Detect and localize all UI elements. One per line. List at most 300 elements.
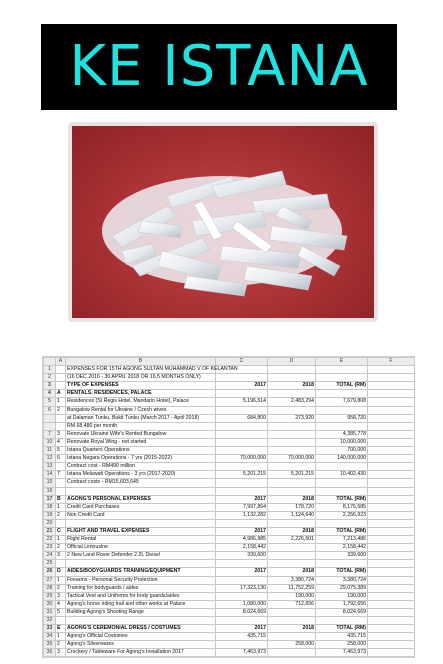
amount-2018-cell[interactable] bbox=[268, 617, 316, 625]
empty-f-cell[interactable] bbox=[368, 608, 415, 616]
expense-description-cell[interactable]: Crockery / Tableware For Agong's Installation 2017 bbox=[66, 649, 216, 657]
expense-description-cell[interactable]: Istana Quarters Operations bbox=[66, 447, 216, 455]
empty-f-cell[interactable] bbox=[368, 519, 415, 527]
table-row bbox=[44, 544, 415, 552]
row-number-cell[interactable]: 26 bbox=[44, 568, 56, 576]
item-code-cell[interactable]: 4 bbox=[56, 438, 66, 446]
amount-2018-cell[interactable]: 5,201,215 bbox=[268, 471, 316, 479]
total-cell[interactable]: 339,600 bbox=[316, 552, 368, 560]
total-cell[interactable]: 435,715 bbox=[316, 633, 368, 641]
item-code-cell[interactable]: 3 bbox=[56, 552, 66, 560]
table-row bbox=[44, 552, 415, 560]
total-cell[interactable]: 140,000,000 bbox=[316, 455, 368, 463]
item-code-cell[interactable] bbox=[56, 487, 66, 495]
item-code-cell[interactable]: 5 bbox=[56, 608, 66, 616]
total-cell[interactable]: 8,024,669 bbox=[316, 608, 368, 616]
amount-2018-cell[interactable] bbox=[268, 422, 316, 430]
expense-description-cell[interactable]: Residences (St Regis Hotel, Mandarin Hotel), Palace bbox=[66, 398, 216, 406]
empty-f-cell[interactable] bbox=[368, 471, 415, 479]
item-code-cell[interactable] bbox=[56, 617, 66, 625]
row-number-cell[interactable] bbox=[44, 422, 56, 430]
table-row bbox=[44, 576, 415, 584]
banner-title: KE ISTANA bbox=[69, 34, 369, 99]
empty-f-cell[interactable] bbox=[368, 560, 415, 568]
total-cell[interactable]: TOTAL (RM) bbox=[316, 495, 368, 503]
empty-f-cell[interactable] bbox=[368, 527, 415, 535]
table-row bbox=[44, 366, 415, 374]
amount-2017-cell[interactable] bbox=[216, 430, 268, 438]
item-code-cell[interactable] bbox=[56, 519, 66, 527]
item-code-cell[interactable]: A bbox=[56, 390, 66, 398]
amount-2018-cell[interactable]: 2018 bbox=[268, 382, 316, 390]
amount-2018-cell[interactable] bbox=[268, 390, 316, 398]
table-row bbox=[44, 649, 415, 657]
table-body bbox=[44, 366, 415, 657]
amount-2017-cell[interactable] bbox=[216, 406, 268, 414]
amount-2018-cell[interactable] bbox=[268, 608, 316, 616]
row-number-cell[interactable]: 33 bbox=[44, 625, 56, 633]
amount-2018-cell[interactable]: 70,000,000 bbox=[268, 455, 316, 463]
amount-2018-cell[interactable]: 2,483,294 bbox=[268, 398, 316, 406]
amount-2017-cell[interactable]: 4,986,985 bbox=[216, 536, 268, 544]
item-code-cell[interactable] bbox=[56, 479, 66, 487]
amount-2018-cell[interactable] bbox=[268, 552, 316, 560]
amount-2018-cell[interactable]: 2,226,501 bbox=[268, 536, 316, 544]
amount-2017-cell[interactable]: 2017 bbox=[216, 527, 268, 535]
table-row bbox=[44, 463, 415, 471]
amount-2017-cell[interactable] bbox=[216, 479, 268, 487]
amount-2017-cell[interactable] bbox=[216, 641, 268, 649]
table-row bbox=[44, 374, 415, 382]
row-number-cell[interactable]: 32 bbox=[44, 617, 56, 625]
row-number-cell[interactable]: 36 bbox=[44, 649, 56, 657]
empty-f-cell[interactable] bbox=[368, 649, 415, 657]
item-code-cell[interactable]: 7 bbox=[56, 471, 66, 479]
item-code-cell[interactable]: B bbox=[56, 495, 66, 503]
expense-description-cell[interactable]: Contract cost - RM490 million bbox=[66, 463, 216, 471]
row-number-cell[interactable]: 1 bbox=[44, 366, 56, 374]
amount-2018-cell[interactable] bbox=[268, 633, 316, 641]
table-row bbox=[44, 527, 415, 535]
table-row bbox=[44, 511, 415, 519]
total-cell[interactable]: 10,000,000 bbox=[316, 438, 368, 446]
row-number-cell[interactable]: 25 bbox=[44, 560, 56, 568]
item-code-cell[interactable]: 2 bbox=[56, 544, 66, 552]
empty-f-cell[interactable] bbox=[368, 430, 415, 438]
row-number-cell[interactable] bbox=[44, 414, 56, 422]
empty-f-cell[interactable] bbox=[368, 463, 415, 471]
col-letter-c[interactable]: C bbox=[216, 358, 268, 366]
total-cell[interactable] bbox=[316, 479, 368, 487]
expense-description-cell[interactable]: Istana Melawati Operations - 3 yrs (2017-2020) bbox=[66, 471, 216, 479]
row-number-cell[interactable]: 23 bbox=[44, 544, 56, 552]
amount-2018-cell[interactable]: 2018 bbox=[268, 568, 316, 576]
expense-description-cell[interactable]: Building Agong's Shooting Range bbox=[66, 608, 216, 616]
col-letter-e[interactable]: E bbox=[316, 358, 368, 366]
table-row bbox=[44, 641, 415, 649]
expense-description-cell[interactable]: RM 68,480 per month bbox=[66, 422, 216, 430]
expense-description-cell[interactable]: Credit Card Purchases bbox=[66, 503, 216, 511]
empty-f-cell[interactable] bbox=[368, 495, 415, 503]
total-cell[interactable]: TOTAL (RM) bbox=[316, 527, 368, 535]
expense-description-cell[interactable] bbox=[66, 487, 216, 495]
row-number-cell[interactable]: 10 bbox=[44, 438, 56, 446]
empty-f-cell[interactable] bbox=[368, 479, 415, 487]
table-row bbox=[44, 430, 415, 438]
amount-2017-cell[interactable] bbox=[216, 576, 268, 584]
expense-description-cell[interactable]: AIDES/BODYGUARDS TRAINING/EQUIPMENT bbox=[66, 568, 216, 576]
amount-2017-cell[interactable] bbox=[216, 422, 268, 430]
amount-2017-cell[interactable]: 2017 bbox=[216, 382, 268, 390]
row-number-cell[interactable]: 3 bbox=[44, 382, 56, 390]
item-code-cell[interactable]: 1 bbox=[56, 633, 66, 641]
empty-f-cell[interactable] bbox=[368, 544, 415, 552]
expense-description-cell[interactable]: Renovate Royal Wing - not started bbox=[66, 438, 216, 446]
expense-description-cell[interactable]: Bungalow Rental for Ukraine / Czech wives bbox=[66, 406, 216, 414]
total-cell[interactable]: 29,075,389 bbox=[316, 584, 368, 592]
table-row bbox=[44, 592, 415, 600]
expense-description-cell[interactable]: at Dalaman Tunku, Bukit Tunku (March 2017 - April 2018) bbox=[66, 414, 216, 422]
total-cell[interactable]: 3,380,724 bbox=[316, 576, 368, 584]
table-row bbox=[44, 479, 415, 487]
total-cell[interactable]: 1,792,656 bbox=[316, 600, 368, 608]
empty-f-cell[interactable] bbox=[368, 374, 415, 382]
item-code-cell[interactable]: C bbox=[56, 527, 66, 535]
empty-f-cell[interactable] bbox=[368, 382, 415, 390]
table-row bbox=[44, 600, 415, 608]
row-number-cell[interactable]: 20 bbox=[44, 519, 56, 527]
empty-f-cell[interactable] bbox=[368, 438, 415, 446]
total-cell[interactable]: 10,402,430 bbox=[316, 471, 368, 479]
empty-f-cell[interactable] bbox=[368, 592, 415, 600]
amount-2017-cell[interactable]: 5,201,215 bbox=[216, 471, 268, 479]
row-number-cell[interactable]: 35 bbox=[44, 641, 56, 649]
empty-f-cell[interactable] bbox=[368, 617, 415, 625]
item-code-cell[interactable]: 2 bbox=[56, 406, 66, 414]
expense-description-cell[interactable]: Contract costs - RM15,603,645 bbox=[66, 479, 216, 487]
expense-description-cell[interactable]: EXPENSES FOR 15TH AGONG SULTAN MUHAMMAD V OF KELANTAN bbox=[67, 366, 238, 373]
amount-2018-cell[interactable] bbox=[268, 447, 316, 455]
item-code-cell[interactable]: 2 bbox=[56, 584, 66, 592]
amount-2018-cell[interactable] bbox=[268, 544, 316, 552]
expense-description-cell[interactable] bbox=[66, 560, 216, 568]
col-letter-a[interactable]: A bbox=[56, 358, 66, 366]
amount-2018-cell[interactable]: 3,380,724 bbox=[268, 576, 316, 584]
amount-2017-cell[interactable]: 1,132,282 bbox=[216, 511, 268, 519]
crystal-photo bbox=[72, 126, 374, 318]
empty-f-cell[interactable] bbox=[368, 390, 415, 398]
table-row bbox=[44, 633, 415, 641]
table-row bbox=[44, 447, 415, 455]
amount-2018-cell[interactable] bbox=[268, 463, 316, 471]
item-code-cell[interactable] bbox=[56, 560, 66, 568]
item-code-cell[interactable]: 2 bbox=[56, 511, 66, 519]
amount-2018-cell[interactable]: 712,656 bbox=[268, 600, 316, 608]
row-number-cell[interactable]: 14 bbox=[44, 471, 56, 479]
expense-description-cell[interactable] bbox=[66, 519, 216, 527]
row-number-cell[interactable]: 22 bbox=[44, 536, 56, 544]
col-letter-f[interactable]: F bbox=[368, 358, 415, 366]
column-header-row bbox=[44, 358, 415, 366]
empty-f-cell[interactable] bbox=[368, 625, 415, 633]
row-number-cell[interactable]: 7 bbox=[44, 430, 56, 438]
table-row bbox=[44, 560, 415, 568]
total-cell[interactable]: TOTAL (RM) bbox=[316, 625, 368, 633]
row-number-cell[interactable]: 29 bbox=[44, 592, 56, 600]
row-number-cell[interactable]: 19 bbox=[44, 511, 56, 519]
table-row bbox=[44, 455, 415, 463]
row-number-cell[interactable]: 21 bbox=[44, 527, 56, 535]
expenses-table bbox=[43, 357, 415, 657]
empty-f-cell[interactable] bbox=[368, 576, 415, 584]
amount-2017-cell[interactable] bbox=[216, 519, 268, 527]
empty-f-cell[interactable] bbox=[368, 447, 415, 455]
total-cell[interactable] bbox=[316, 406, 368, 414]
table-row bbox=[44, 608, 415, 616]
amount-2018-cell[interactable] bbox=[268, 479, 316, 487]
empty-f-cell[interactable] bbox=[368, 487, 415, 495]
table-row bbox=[44, 487, 415, 495]
row-number-cell[interactable]: 5 bbox=[44, 398, 56, 406]
table-row bbox=[44, 625, 415, 633]
empty-f-cell[interactable] bbox=[368, 422, 415, 430]
amount-2018-cell[interactable] bbox=[268, 560, 316, 568]
row-number-cell[interactable]: 12 bbox=[44, 455, 56, 463]
item-code-cell[interactable] bbox=[56, 374, 66, 382]
total-cell[interactable] bbox=[316, 617, 368, 625]
item-code-cell[interactable]: 3 bbox=[56, 430, 66, 438]
expense-description-cell[interactable]: FLIGHT AND TRAVEL EXPENSES bbox=[66, 527, 216, 535]
amount-2017-cell[interactable] bbox=[216, 617, 268, 625]
expense-description-cell[interactable]: Agong's Silverwares bbox=[66, 641, 216, 649]
total-cell[interactable]: 258,000 bbox=[316, 641, 368, 649]
item-code-cell[interactable] bbox=[56, 366, 66, 374]
expense-description-cell[interactable]: TYPE OF EXPENSES bbox=[66, 382, 216, 390]
table-row bbox=[44, 406, 415, 414]
expense-description-cell[interactable]: Agong's Official Costumes bbox=[66, 633, 216, 641]
amount-2018-cell[interactable]: 11,752,259 bbox=[268, 584, 316, 592]
amount-2017-cell[interactable] bbox=[216, 390, 268, 398]
amount-2017-cell[interactable] bbox=[216, 592, 268, 600]
row-number-cell[interactable]: 31 bbox=[44, 608, 56, 616]
corner-cell bbox=[44, 358, 56, 366]
empty-f-cell[interactable] bbox=[368, 568, 415, 576]
amount-2018-cell[interactable]: 2018 bbox=[268, 625, 316, 633]
table-row bbox=[44, 390, 415, 398]
expense-description-cell[interactable]: Official Limousine bbox=[66, 544, 216, 552]
table-row bbox=[44, 584, 415, 592]
item-code-cell[interactable]: 4 bbox=[56, 600, 66, 608]
table-row bbox=[44, 503, 415, 511]
amount-2017-cell[interactable]: 17,323,130 bbox=[216, 584, 268, 592]
expense-description-cell[interactable]: RENTALS, RESIDENCES, PALACE bbox=[66, 390, 216, 398]
amount-2018-cell[interactable]: 2018 bbox=[268, 527, 316, 535]
empty-f-cell[interactable] bbox=[368, 641, 415, 649]
row-number-cell[interactable]: 15 bbox=[44, 479, 56, 487]
empty-f-cell[interactable] bbox=[368, 584, 415, 592]
row-number-cell[interactable]: 16 bbox=[44, 487, 56, 495]
empty-f-cell[interactable] bbox=[368, 414, 415, 422]
table-row bbox=[44, 568, 415, 576]
amount-2017-cell[interactable] bbox=[216, 560, 268, 568]
row-number-cell[interactable]: 11 bbox=[44, 447, 56, 455]
table-row bbox=[44, 382, 415, 390]
total-cell[interactable] bbox=[316, 422, 368, 430]
empty-f-cell[interactable] bbox=[368, 552, 415, 560]
amount-2017-cell[interactable] bbox=[216, 463, 268, 471]
amount-2017-cell[interactable]: 2017 bbox=[216, 625, 268, 633]
amount-2018-cell[interactable] bbox=[268, 438, 316, 446]
expense-description-cell[interactable]: Firearms - Personal Security Protection bbox=[66, 576, 216, 584]
amount-2018-cell[interactable]: 178,720 bbox=[268, 503, 316, 511]
row-number-cell[interactable]: 34 bbox=[44, 633, 56, 641]
expense-description-cell[interactable]: Renovate Ukraine Wife's Rented Bungalow bbox=[66, 430, 216, 438]
empty-f-cell[interactable] bbox=[368, 398, 415, 406]
amount-2018-cell[interactable]: 1,124,640 bbox=[268, 511, 316, 519]
table-row bbox=[44, 495, 415, 503]
amount-2017-cell[interactable]: 684,800 bbox=[216, 414, 268, 422]
amount-2018-cell[interactable] bbox=[268, 406, 316, 414]
item-code-cell[interactable]: 1 bbox=[56, 576, 66, 584]
expense-description-cell[interactable]: Istana Negara Operations - 7 yrs (2015-2022) bbox=[66, 455, 216, 463]
item-code-cell[interactable] bbox=[56, 463, 66, 471]
table-row bbox=[44, 471, 415, 479]
empty-f-cell[interactable] bbox=[368, 536, 415, 544]
title-banner bbox=[41, 24, 397, 110]
amount-2017-cell[interactable]: 2,158,442 bbox=[216, 544, 268, 552]
table-row bbox=[44, 414, 415, 422]
amount-2017-cell[interactable] bbox=[216, 487, 268, 495]
total-cell[interactable]: 8,176,585 bbox=[316, 503, 368, 511]
amount-2017-cell[interactable] bbox=[216, 374, 268, 382]
row-number-cell[interactable]: 28 bbox=[44, 584, 56, 592]
item-code-cell[interactable] bbox=[56, 414, 66, 422]
total-cell[interactable]: 2,158,442 bbox=[316, 544, 368, 552]
expense-description-cell[interactable]: AGONG'S PERSONAL EXPENSES bbox=[66, 495, 216, 503]
total-cell[interactable]: TOTAL (RM) bbox=[316, 382, 368, 390]
amount-2017-cell[interactable] bbox=[216, 438, 268, 446]
expenses-spreadsheet bbox=[42, 356, 415, 658]
item-code-cell[interactable]: 1 bbox=[56, 398, 66, 406]
total-cell[interactable]: 958,720 bbox=[316, 414, 368, 422]
empty-f-cell[interactable] bbox=[368, 503, 415, 511]
amount-2018-cell[interactable] bbox=[268, 649, 316, 657]
expense-description-cell[interactable] bbox=[66, 617, 216, 625]
expense-description-cell[interactable]: (16 DEC 2016 - 30 APRIL 2018 OR 16.5 MONTHS ONLY) bbox=[66, 374, 216, 382]
item-code-cell[interactable]: 3 bbox=[56, 592, 66, 600]
row-number-cell[interactable]: 30 bbox=[44, 600, 56, 608]
expense-description-cell[interactable]: Agong's horse riding trail and other works at Palace bbox=[66, 600, 216, 608]
item-code-cell[interactable]: E bbox=[56, 625, 66, 633]
expense-description-cell[interactable]: Non Credit Card bbox=[66, 511, 216, 519]
amount-2017-cell[interactable]: 5,196,514 bbox=[216, 398, 268, 406]
table-row bbox=[44, 536, 415, 544]
expense-description-cell[interactable]: AGONG'S CEREMONIAL DRESS / COSTUMES bbox=[66, 625, 216, 633]
col-letter-b[interactable]: B bbox=[66, 358, 216, 366]
total-cell[interactable]: 2,256,923 bbox=[316, 511, 368, 519]
item-code-cell[interactable] bbox=[56, 382, 66, 390]
empty-f-cell[interactable] bbox=[368, 633, 415, 641]
amount-2017-cell[interactable]: 8,024,669 bbox=[216, 608, 268, 616]
total-cell[interactable]: 4,385,778 bbox=[316, 430, 368, 438]
amount-2018-cell[interactable] bbox=[268, 366, 316, 374]
expense-description-cell[interactable]: Training for bodyguards / aides bbox=[66, 584, 216, 592]
total-cell[interactable] bbox=[316, 487, 368, 495]
expense-description-cell[interactable]: Tactical Vest and Uniforms for body guards/aides bbox=[66, 592, 216, 600]
item-code-cell[interactable]: D bbox=[56, 568, 66, 576]
row-number-cell[interactable]: 2 bbox=[44, 374, 56, 382]
row-number-cell[interactable]: 24 bbox=[44, 552, 56, 560]
total-cell[interactable]: 190,000 bbox=[316, 592, 368, 600]
row-number-cell[interactable]: 18 bbox=[44, 503, 56, 511]
amount-2018-cell[interactable] bbox=[268, 430, 316, 438]
row-number-cell[interactable]: 17 bbox=[44, 495, 56, 503]
amount-2017-cell[interactable]: 339,600 bbox=[216, 552, 268, 560]
row-number-cell[interactable]: 6 bbox=[44, 406, 56, 414]
table-row bbox=[44, 398, 415, 406]
total-cell[interactable]: 7,213,486 bbox=[316, 536, 368, 544]
row-number-cell[interactable]: 4 bbox=[44, 390, 56, 398]
item-code-cell[interactable]: 2 bbox=[56, 641, 66, 649]
expense-description-cell[interactable]: Flight Rental bbox=[66, 536, 216, 544]
amount-2017-cell[interactable]: 7,997,864 bbox=[216, 503, 268, 511]
amount-2017-cell[interactable]: 70,000,000 bbox=[216, 455, 268, 463]
amount-2018-cell[interactable]: 2018 bbox=[268, 495, 316, 503]
total-cell[interactable] bbox=[316, 390, 368, 398]
total-cell[interactable]: 7,679,808 bbox=[316, 398, 368, 406]
empty-f-cell[interactable] bbox=[368, 406, 415, 414]
amount-2017-cell[interactable]: 7,463,973 bbox=[216, 649, 268, 657]
total-cell[interactable] bbox=[316, 519, 368, 527]
total-cell[interactable] bbox=[316, 374, 368, 382]
amount-2018-cell[interactable]: 258,000 bbox=[268, 641, 316, 649]
total-cell[interactable]: 700,000 bbox=[316, 447, 368, 455]
table-row bbox=[44, 617, 415, 625]
crystal-pile-illustration bbox=[72, 126, 374, 318]
total-cell[interactable] bbox=[316, 560, 368, 568]
amount-2018-cell[interactable] bbox=[268, 374, 316, 382]
amount-2017-cell[interactable]: 1,080,000 bbox=[216, 600, 268, 608]
total-cell[interactable]: 7,463,973 bbox=[316, 649, 368, 657]
empty-f-cell[interactable] bbox=[368, 511, 415, 519]
amount-2017-cell[interactable]: 2017 bbox=[216, 495, 268, 503]
empty-f-cell[interactable] bbox=[368, 366, 415, 374]
amount-2017-cell[interactable] bbox=[216, 447, 268, 455]
amount-2018-cell[interactable]: 273,920 bbox=[268, 414, 316, 422]
amount-2017-cell[interactable]: 435,715 bbox=[216, 633, 268, 641]
expense-description-cell[interactable]: 2 New Land Rover Defender 2.2L Diesel bbox=[66, 552, 216, 560]
item-code-cell[interactable]: 5 bbox=[56, 447, 66, 455]
empty-f-cell[interactable] bbox=[368, 600, 415, 608]
table-row bbox=[44, 438, 415, 446]
row-number-cell[interactable]: 13 bbox=[44, 463, 56, 471]
item-code-cell[interactable]: 3 bbox=[56, 649, 66, 657]
total-cell[interactable] bbox=[316, 366, 368, 374]
row-number-cell[interactable]: 27 bbox=[44, 576, 56, 584]
total-cell[interactable]: TOTAL (RM) bbox=[316, 568, 368, 576]
col-letter-d[interactable]: D bbox=[268, 358, 316, 366]
item-code-cell[interactable] bbox=[56, 422, 66, 430]
amount-2017-cell[interactable]: 2017 bbox=[216, 568, 268, 576]
amount-2018-cell[interactable] bbox=[268, 487, 316, 495]
total-cell[interactable] bbox=[316, 463, 368, 471]
item-code-cell[interactable]: 1 bbox=[56, 503, 66, 511]
empty-f-cell[interactable] bbox=[368, 455, 415, 463]
amount-2018-cell[interactable] bbox=[268, 519, 316, 527]
amount-2018-cell[interactable]: 190,000 bbox=[268, 592, 316, 600]
item-code-cell[interactable]: 6 bbox=[56, 455, 66, 463]
item-code-cell[interactable]: 1 bbox=[56, 536, 66, 544]
